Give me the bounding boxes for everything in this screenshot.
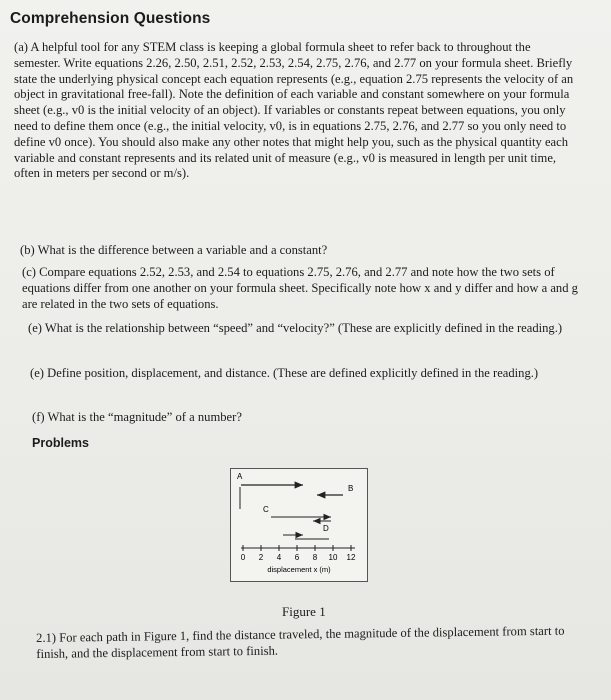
- tick-label: 8: [312, 553, 318, 562]
- tick-label: 2: [258, 553, 264, 562]
- problem-2-1: 2.1) For each path in Figure 1, find the distance traveled, the magnitude of the displacement from start to finish, and the displacement from start to finish.: [36, 623, 565, 661]
- path-a-label: A: [237, 472, 243, 481]
- question-a: (a) A helpful tool for any STEM class is keeping a global formula sheet to refer back to throughout the semester. Write equations 2.26, 2.50, 2.51, 2.52, 2.53, 2.54, 2.75, 2.76, and 2.77 on your formula sheet. Briefly state the underlying physical concept each equation represents (e.g., equation 2.75 represents the velocity of an object in gravitational free-fall). Note the definition of each variable and constant somewhere on your formula sheet (e.g., v0 is the initial velocity of an object). If variables or constants repeat between equations, you only need to define them once (e.g., the initial velocity, v0, is in equations 2.75, 2.76, and 2.77 so you only need to define v0 once). You should also make any other notes that might help you, such as the physical quantity each variable and constant represents and its related unit of measure (e.g., v0 is measured in length per unit time, often in meters per second or m/s).: [14, 40, 574, 181]
- tick-label: 6: [294, 553, 300, 562]
- problems-heading: Problems: [32, 436, 89, 450]
- figure-1: [230, 468, 368, 582]
- question-c: (c) Compare equations 2.52, 2.53, and 2.54 to equations 2.75, 2.76, and 2.77 and note how the two sets of equations differ from one another on your formula sheet. Specifically note how x and y differ and how a and g are related in the two sets of equations.: [22, 265, 578, 311]
- question-magnitude: (f) What is the “magnitude” of a number?: [32, 410, 242, 424]
- figure-caption: Figure 1: [282, 604, 326, 619]
- path-b-label: B: [348, 484, 354, 493]
- axis-label: displacement x (m): [267, 565, 331, 574]
- path-c-label: C: [263, 505, 269, 514]
- question-position-displacement: (e) Define position, displacement, and distance. (These are defined explicitly defined in the reading.): [30, 366, 539, 380]
- section-heading: Comprehension Questions: [10, 10, 211, 27]
- path-diagram: [231, 469, 367, 581]
- tick-label: 10: [328, 553, 338, 562]
- tick-label: 4: [276, 553, 282, 562]
- tick-label: 0: [240, 553, 246, 562]
- question-speed-velocity: (e) What is the relationship between “speed” and “velocity?” (These are explicitly defined in the reading.): [28, 321, 563, 335]
- tick-label: 12: [346, 553, 356, 562]
- axis-tick-labels: [241, 553, 356, 562]
- question-b: (b) What is the difference between a variable and a constant?: [20, 243, 328, 257]
- path-d-label: D: [323, 524, 329, 533]
